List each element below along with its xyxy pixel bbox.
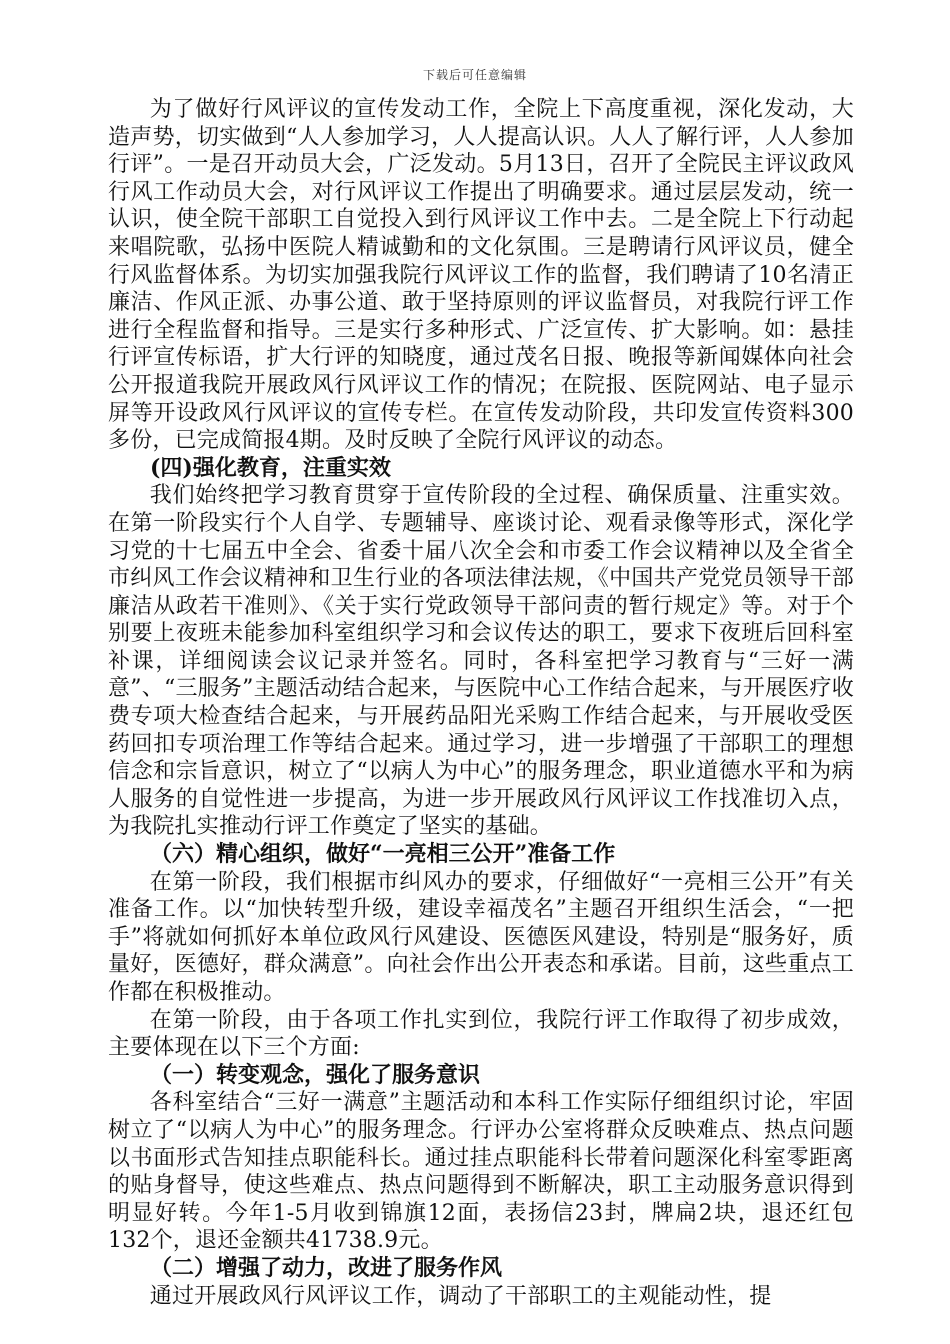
paragraph-education: 我们始终把学习教育贯穿于宣传阶段的全过程、确保质量、注重实效。在第一阶段实行个人自学、专题辅导、座谈讨论、观看录像等形式，深化学习党的十七届五中全会、省委十届八次全会和市委工作会议精神以及全省全市纠风工作会议精神和卫生行业的各项法律法规，《中国共产党党员领导干部廉洁从政若干准则》、《关于实行党政领导干部问责的暂行规定》等。对于个别要上夜班未能参加科室组织学习和会议传达的职工，要求下夜班后回科室补课，详细阅读会议记录并签名。同时，各科室把学习教育与“三好一满意”、“三服务”主题活动结合起来，与医院中心工作结合起来，与开展医疗收费专项大检查结合起来，与开展药品阳光采购工作结合起来，与开展收受医药回扣专项治理工作等结合起来。通过学习，进一步增强了干部职工的理想信念和宗旨意识，树立了“以病人为中心”的服务理念，职业道德水平和为病人服务的自觉性进一步提高，为进一步开展政风行风评议工作找准切入点，为我院扎实推动行评工作奠定了坚实的基础。 xyxy=(108,483,854,840)
section-heading-service-awareness: （一）转变观念，强化了服务意识 xyxy=(150,1061,481,1088)
paragraph-results-intro: 在第一阶段，由于各项工作扎实到位，我院行评工作取得了初步成效，主要体现在以下三个方面: xyxy=(108,1007,854,1061)
document-body xyxy=(108,96,854,1310)
page-header-note: 下载后可任意编辑 xyxy=(422,68,527,82)
paragraph-publicity: 为了做好行风评议的宣传发动工作，全院上下高度重视，深化发动，大造声势，切实做到“人人参加学习，人人提高认识。人人了解行评，人人参加行评”。一是召开动员大会，广泛发动。5月13日，召开了全院民主评议政风行风工作动员大会，对行风评议工作提出了明确要求。通过层层发动，统一认识，使全院干部职工自觉投入到行风评议工作中去。二是全院上下行动起来唱院歌，弘扬中医院人精诚勤和的文化氛围。三是聘请行风评议员，健全行风监督体系。为切实加强我院行风评议工作的监督，我们聘请了10名清正廉洁、作风正派、办事公道、敢于坚持原则的评议监督员，对我院行评工作进行全程监督和指导。三是实行多种形式、广泛宣传、扩大影响。如：悬挂行评宣传标语，扩大行评的知晓度，通过茂名日报、晚报等新闻媒体向社会公开报道我院开展政风行风评议工作的情况；在院报、医院网站、电子显示屏等开设政风行风评议的宣传专栏。在宣传发动阶段，共印发宣传资料300多份，已完成简报4期。及时反映了全院行风评议的动态。 xyxy=(108,97,854,454)
section-heading-education: (四)强化教育，注重实效 xyxy=(150,454,391,481)
paragraph-organization: 在第一阶段，我们根据市纠风办的要求，仔细做好“一亮相三公开”有关准备工作。以“加快转型升级，建设幸福茂名”主题召开组织生活会，“一把手”将就如何抓好本单位政风行风建设、医德医风建设，特别是“服务好，质量好，医德好，群众满意”。向社会作出公开表态和承诺。目前，这些重点工作都在积极推动。 xyxy=(108,869,854,1005)
paragraph-service-awareness: 各科室结合“三好一满意”主题活动和本科工作实际仔细组织讨论，牢固树立了“以病人为中心”的服务理念。行评办公室将群众反映难点、热点问题以书面形式告知挂点职能科长。通过挂点职能科长带着问题深化科室零距离的贴身督导，使这些难点、热点问题得到不断解决，职工主动服务意识得到明显好转。今年1-5月收到锦旗12面，表扬信23封，牌扁2块，退还红包132个，退还金额共41738.9元。 xyxy=(108,1090,854,1254)
section-heading-service-style: （二）增强了动力，改进了服务作风 xyxy=(150,1254,503,1281)
section-heading-organization: （六）精心组织，做好“一亮相三公开”准备工作 xyxy=(150,841,616,868)
paragraph-service-style: 通过开展政风行风评议工作，调动了干部职工的主观能动性，提 xyxy=(149,1283,772,1309)
